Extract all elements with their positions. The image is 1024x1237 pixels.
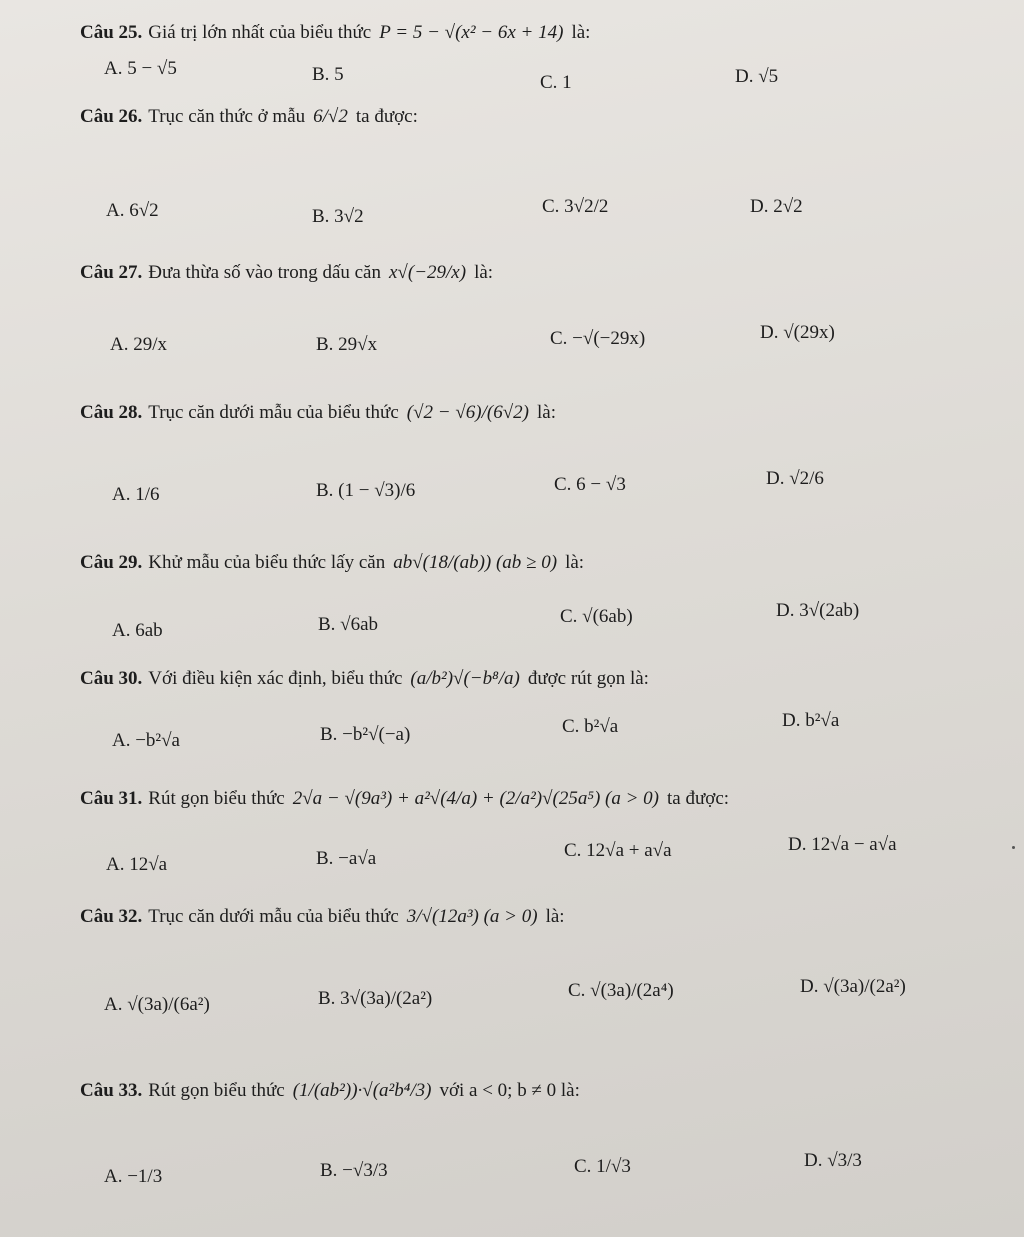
- question-label: Câu 25.: [80, 22, 143, 43]
- option-d[interactable]: D. b²√a: [782, 710, 840, 731]
- option-a[interactable]: A. 29/x: [110, 334, 167, 355]
- question-tail: là:: [537, 402, 556, 423]
- option-d[interactable]: D. 12√a − a√a: [788, 834, 897, 855]
- option-d[interactable]: D. 3√(2ab): [776, 600, 860, 621]
- option-d[interactable]: D. √2/6: [766, 468, 824, 489]
- option-a[interactable]: A. 6ab: [112, 620, 163, 641]
- option-d[interactable]: D. √5: [735, 66, 779, 87]
- question-expression: 2√a − √(9a³) + a²√(4/a) + (2/a²)√(25a⁵) (a > 0): [292, 788, 660, 809]
- question-28: [80, 402, 556, 424]
- question-tail: với a < 0; b ≠ 0 là:: [439, 1080, 580, 1101]
- question-expression: ab√(18/(ab)) (ab ≥ 0): [393, 552, 558, 573]
- option-b[interactable]: B. −√3/3: [320, 1160, 388, 1181]
- option-c[interactable]: C. 1: [540, 72, 572, 93]
- question-label: Câu 31.: [80, 788, 143, 809]
- question-tail: ta được:: [667, 788, 730, 809]
- option-b[interactable]: B. −b²√(−a): [320, 724, 411, 745]
- question-label: Câu 29.: [80, 552, 143, 573]
- question-text: Trục căn thức ở mẫu: [148, 106, 306, 127]
- option-a[interactable]: A. 1/6: [112, 484, 160, 505]
- question-text: Rút gọn biểu thức: [148, 788, 285, 809]
- option-b[interactable]: B. 29√x: [316, 334, 378, 355]
- question-text: Trục căn dưới mẫu của biểu thức: [148, 402, 399, 423]
- question-tail: là:: [571, 22, 591, 43]
- question-text: Giá trị lớn nhất của biểu thức: [148, 22, 372, 43]
- question-30: [80, 668, 649, 690]
- option-b[interactable]: B. 5: [312, 64, 344, 85]
- option-b[interactable]: B. √6ab: [318, 614, 379, 635]
- question-33: [80, 1080, 580, 1102]
- option-a[interactable]: A. −b²√a: [112, 730, 180, 751]
- question-text: Đưa thừa số vào trong dấu căn: [148, 262, 381, 283]
- option-d[interactable]: D. √3/3: [804, 1150, 862, 1171]
- option-c[interactable]: C. −√(−29x): [550, 328, 646, 349]
- question-text: Với điều kiện xác định, biểu thức: [148, 668, 403, 689]
- stray-mark: [1012, 846, 1015, 849]
- question-32: [80, 906, 565, 928]
- question-label: Câu 26.: [80, 106, 143, 127]
- option-b[interactable]: B. −a√a: [316, 848, 377, 869]
- question-expression: 6/√2: [313, 106, 348, 127]
- question-tail: là:: [545, 906, 565, 927]
- question-label: Câu 32.: [80, 906, 143, 927]
- option-c[interactable]: C. √(6ab): [560, 606, 633, 627]
- question-label: Câu 28.: [80, 402, 143, 423]
- option-a[interactable]: A. 12√a: [106, 854, 168, 875]
- question-label: Câu 30.: [80, 668, 143, 689]
- option-c[interactable]: C. 12√a + a√a: [564, 840, 672, 861]
- option-c[interactable]: C. √(3a)/(2a⁴): [568, 980, 674, 1001]
- option-c[interactable]: C. b²√a: [562, 716, 619, 737]
- question-tail: là:: [565, 552, 585, 573]
- question-label: Câu 27.: [80, 262, 143, 283]
- question-tail: được rút gọn là:: [527, 668, 649, 689]
- option-a[interactable]: A. 6√2: [106, 200, 159, 221]
- question-27: [80, 262, 493, 284]
- question-expression: P = 5 − √(x² − 6x + 14): [379, 22, 564, 43]
- question-text: Rút gọn biểu thức: [148, 1080, 285, 1101]
- question-25: [80, 22, 590, 44]
- option-a[interactable]: A. 5 − √5: [104, 58, 177, 79]
- option-d[interactable]: D. √(3a)/(2a²): [800, 976, 906, 997]
- question-26: [80, 106, 418, 128]
- option-d[interactable]: D. 2√2: [750, 196, 803, 217]
- question-expression: (1/(ab²))·√(a²b⁴/3): [292, 1080, 432, 1101]
- question-text: Khử mẫu của biểu thức lấy căn: [148, 552, 386, 573]
- option-b[interactable]: B. (1 − √3)/6: [316, 480, 416, 501]
- option-b[interactable]: B. 3√2: [312, 206, 364, 227]
- option-c[interactable]: C. 3√2/2: [542, 196, 609, 217]
- question-expression: (a/b²)√(−b⁸/a): [410, 668, 520, 689]
- question-label: Câu 33.: [80, 1080, 143, 1101]
- question-expression: 3/√(12a³) (a > 0): [406, 906, 538, 927]
- question-31: [80, 788, 729, 810]
- question-expression: x√(−29/x): [389, 262, 467, 283]
- question-29: [80, 552, 584, 574]
- option-c[interactable]: C. 6 − √3: [554, 474, 626, 495]
- option-c[interactable]: C. 1/√3: [574, 1156, 631, 1177]
- option-a[interactable]: A. √(3a)/(6a²): [104, 994, 210, 1015]
- question-tail: là:: [474, 262, 494, 283]
- question-text: Trục căn dưới mẫu của biểu thức: [148, 906, 399, 927]
- question-tail: ta được:: [355, 106, 418, 127]
- option-d[interactable]: D. √(29x): [760, 322, 835, 343]
- option-b[interactable]: B. 3√(3a)/(2a²): [318, 988, 433, 1009]
- question-expression: (√2 − √6)/(6√2): [406, 402, 529, 423]
- option-a[interactable]: A. −1/3: [104, 1166, 163, 1187]
